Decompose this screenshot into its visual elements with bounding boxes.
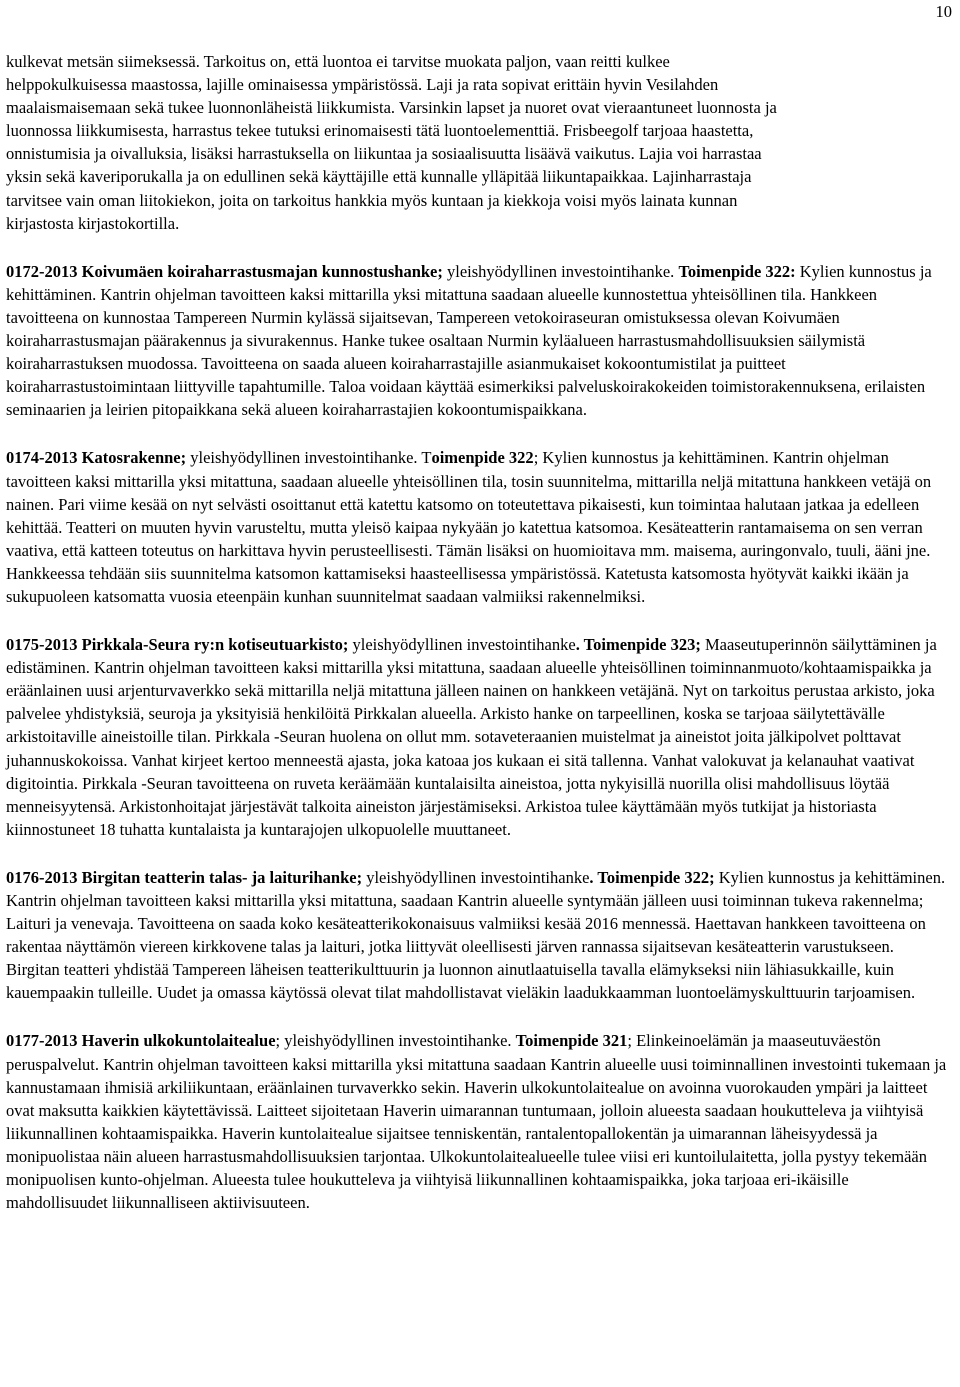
project-description: Kantrin ohjelman tavoitteen kaksi mittarilla yksi mitattuna saadaan alueelle kunnostettua yhteisöllinen tila. Hankkeen tavoitteena on kunnostaa Tampereen Nurmin kylässä sijaitsevan, Tampereen vetokoiraseuran omistuksessa olevan Koivumäen koiraharrastusmajan päärakennus ja sivurakennus. Hanke tukee osaltaan Nurmin kyläalueen harrastusmahdollisuuksien säilymistä koiraharrastuksen muodossa. Tavoitteena on saada alueen koiraharrastajille asianmukaiset kokoontumistilat ja puitteet koiraharrastustoimintaan liittyville tapahtumille. Taloa voidaan käyttää esimerkiksi palveluskoirakokeiden toimistorakennuksena, erilaisten seminaarien ja leirien pitopaikkana sekä alueen koiraharrastajien kokoontumispaikkana.: [6, 284, 926, 420]
project-type: yleishyödyllinen investointihanke: [348, 635, 576, 655]
intro-line: tarvitsee vain oman liitokiekon, joita on tarkoitus hankkia myös kuntaan ja kiekkoja voisi myös lainata kunnan: [6, 190, 738, 210]
project-title: 0174-2013 Katosrakenne;: [6, 448, 187, 468]
project-description: Kantrin ohjelman tavoitteen kaksi mittarilla yksi mitattuna, saadaan Kantrin alueelle syntymään jälleen uusi toiminnan tukeva rakennelma; Laituri ja venevaja. Tavoitteena on saada koko kesäteatterikokonaisuus valmiiksi kesää 2016 mennessä. Haettavan hankkeen tavoitteena on rakentaa näyttämön viereen kirkkovene talas ja laituri, jotka liittyvät oleellisesti järven rannassa sijaitsevan kesäteatterin varustukseen. Birgitan teatteri yhdistää Tampereen läheisen teatterikulttuurin ja luonnon ainutlaatuisella tavalla elämykseksi niin lähiasukkaille, kuin kauempaakin tulleille. Uudet ja omassa käytössä olevat tilat mahdollistavat vieläkin laadukkaamman luontoelämyskulttuurin tarjoamisen.: [6, 891, 926, 1003]
project-type: yleishyödyllinen investointihanke.: [442, 261, 679, 281]
intro-line: luonnossa liikkumisesta, harrastus tekee tutuksi erinomaisesti tätä luontoelementtiä. Frisbeegolf tarjoaa haastetta,: [6, 121, 754, 141]
measure-text: ; Elinkeinoelämän ja maaseutuväestön peruspalvelut.: [6, 1031, 881, 1074]
measure-label: oimenpide 322: [431, 448, 534, 468]
intro-line: maalaismaisemaan sekä tukee luonnonläheistä liikkumista. Varsinkin lapset ja nuoret ovat vieraantuneet luonnosta ja: [6, 98, 777, 118]
project-description: Kantrin ohjelman tavoitteen kaksi mittarilla yksi mitattuna, saadaan alueelle yhteisöllinen toiminnanmuoto/kohtaamispaikka ja eräänlainen uusi arjenturvaverkko sekä mittarilla neljä mitattuna jälleen nainen on hankkeen vetäjänä. Nyt on tarkoitus perustaa arkisto, joka palvelee yhdistyksiä, seuroja ja yksityisiä henkilöitä Pirkkalan alueella. Arkisto hanke on tarpeellinen, koska se tarjoaa säilytettävälle arkistoitaville aineistoille tilan. Pirkkala -Seuran huolena on ollut mm. sotaveteraanien muistelmat ja aineistot joita jälkipolvet polttavat juhannuskokoissa. Vanhat kirjeet kertoo menneestä ajasta, joka katoaa jos kukaan ei sitä tallenna. Vanhat valokuvat ja kelanauhat vaativat digitointia. Pirkkala -Seuran tavoitteena on ruveta keräämään kuntalaisilta aineistoa, jotta nykyisillä nuorilla olisi mahdollisuus löytää menneisyytensä. Arkistonhoitajat järjestävät talkoita aineiston järjestämiseksi. Arkistoa tulee käyttämään myös tutkijat ja historiasta kiinnostuneet 18 tuhatta kuntalaista ja kuntarajojen ulkopuolelle muuttaneet.: [6, 658, 935, 839]
measure-text: Kylien kunnostus ja kehittäminen.: [6, 261, 932, 304]
project-0176-paragraph: [6, 866, 950, 1005]
project-type: ; yleishyödyllinen investointihanke.: [275, 1031, 516, 1051]
project-description: Kantrin ohjelman tavoitteen kaksi mittarilla yksi mitattuna saadaan Kantrin alueelle uusi toiminnallinen investointi tukemaan ja kannustamaan ihmisiä arkiliikuntaan, eräänlainen turvaverkko sekin. Haverin ulkokuntolaitealue on avoinna vuorokauden ympäri ja laitteet ovat maksutta kaikkien käytettävissä. Laitteet sijoitetaan Haverin uimarannan tuntumaan, jolloin alueesta saadaan houkutteleva ja viihtyisä liikunnallinen kohtaamispaikka. Haverin kuntolaitealue sijaitsee tenniskentän, rantalentopallokentän ja uimarannan läheisyydessä ja monipuolistaa näin alueen harrastusmahdollisuuksien tarjontaa. Ulkokuntolaitealueelle tulee viisi eri kuntoilulaitetta, jolla pystyy tekemään monipuolisen kunto-ohjelman. Alueesta tulee houkutteleva ja viihtyisä liikunnallinen kohtaamispaikka, joka tarjoaa eri-ikäisille mahdollisuudet liikunnalliseen aktiivisuuteen.: [6, 1054, 947, 1213]
measure-text: ; Kylien kunnostus ja kehittäminen.: [533, 448, 769, 468]
project-title: 0176-2013 Birgitan teatterin talas- ja laiturihanke;: [6, 867, 363, 887]
intro-line: kulkevat metsän siimeksessä. Tarkoitus on, että luontoa ei tarvitse muokata paljon, vaan reitti kulkee: [6, 52, 670, 71]
project-0177-paragraph: [6, 1029, 950, 1214]
project-title: 0175-2013 Pirkkala-Seura ry:n kotiseutuarkisto;: [6, 635, 349, 655]
measure-label: Toimenpide 321: [515, 1031, 628, 1051]
project-type: yleishyödyllinen investointihanke. T: [186, 448, 432, 468]
project-0175-paragraph: [6, 633, 950, 841]
measure-label: Toimenpide 322:: [678, 261, 796, 281]
measure-initial: M: [700, 635, 720, 655]
document-body: [6, 50, 950, 1214]
page-number: 10: [935, 2, 952, 21]
project-title: 0177-2013 Haverin ulkokuntolaitealue: [6, 1031, 276, 1051]
measure-label: . Toimenpide 322;: [589, 867, 715, 887]
measure-text: aaseutuperinnön säilyttäminen ja edistäminen.: [6, 635, 937, 678]
project-type: yleishyödyllinen investointihanke: [362, 867, 590, 887]
intro-line: kirjastosta kirjastokortilla.: [6, 213, 180, 233]
measure-text: Kylien kunnostus ja kehittäminen.: [714, 867, 946, 887]
intro-line: yksin sekä kaveriporukalla ja on edullinen sekä käyttäjille että kunnalle ylläpitää liikuntapaikkaa. Lajinharrastaja: [6, 167, 752, 187]
project-description: Kantrin ohjelman tavoitteen kaksi mittarilla yksi mitattuna, saadaan alueelle yhteisöllinen tila, tosin suunnitelma, mittarilla neljä mitattuna hankkeen vetäjä on nainen. Pari viime kesää on nyt selvästi osoittanut että katettu katsomo on toteutettava pikaisesti, kun toimintaa halutaan jatkaa ja edelleen kehittää. Teatteri on muuten hyvin varusteltu, mutta yleisö kaipaa nykyään jo katettua katsomoa. Kesäteatterin rantamaisema on sen verran vaativa, että katteen toteutus on harkittava hyvin perusteellisesti. Tämän lisäksi on huomioitava mm. maisema, auringonvalo, tuuli, ääni jne. Hankkeessa tehdään siis suunnitelma katsomon kattamiseksi haasteellisessa ympäristössä. Katetusta katsomosta hyötyvät kaikki ikään ja sukupuoleen katsomatta vuosia eteenpäin kunhan suunnitelmat saadaan valmiiksi rakennelmiksi.: [6, 448, 932, 606]
measure-label: . Toimenpide 323;: [575, 635, 701, 655]
project-title: 0172-2013 Koivumäen koiraharrastusmajan kunnostushanke;: [6, 261, 443, 281]
intro-line: onnistumisia ja oivalluksia, lisäksi harrastuksella on liikuntaa ja sosiaalisuutta lisäävä vaikutus. Lajia voi harrastaa: [6, 144, 762, 164]
project-0172-paragraph: [6, 260, 950, 422]
project-0174-paragraph: [6, 446, 950, 608]
intro-paragraph: [6, 50, 950, 235]
intro-line: helppokulkuisessa maastossa, lajille ominaisessa ympäristössä. Laji ja rata sopivat erittäin hyvin Vesilahden: [6, 75, 719, 95]
